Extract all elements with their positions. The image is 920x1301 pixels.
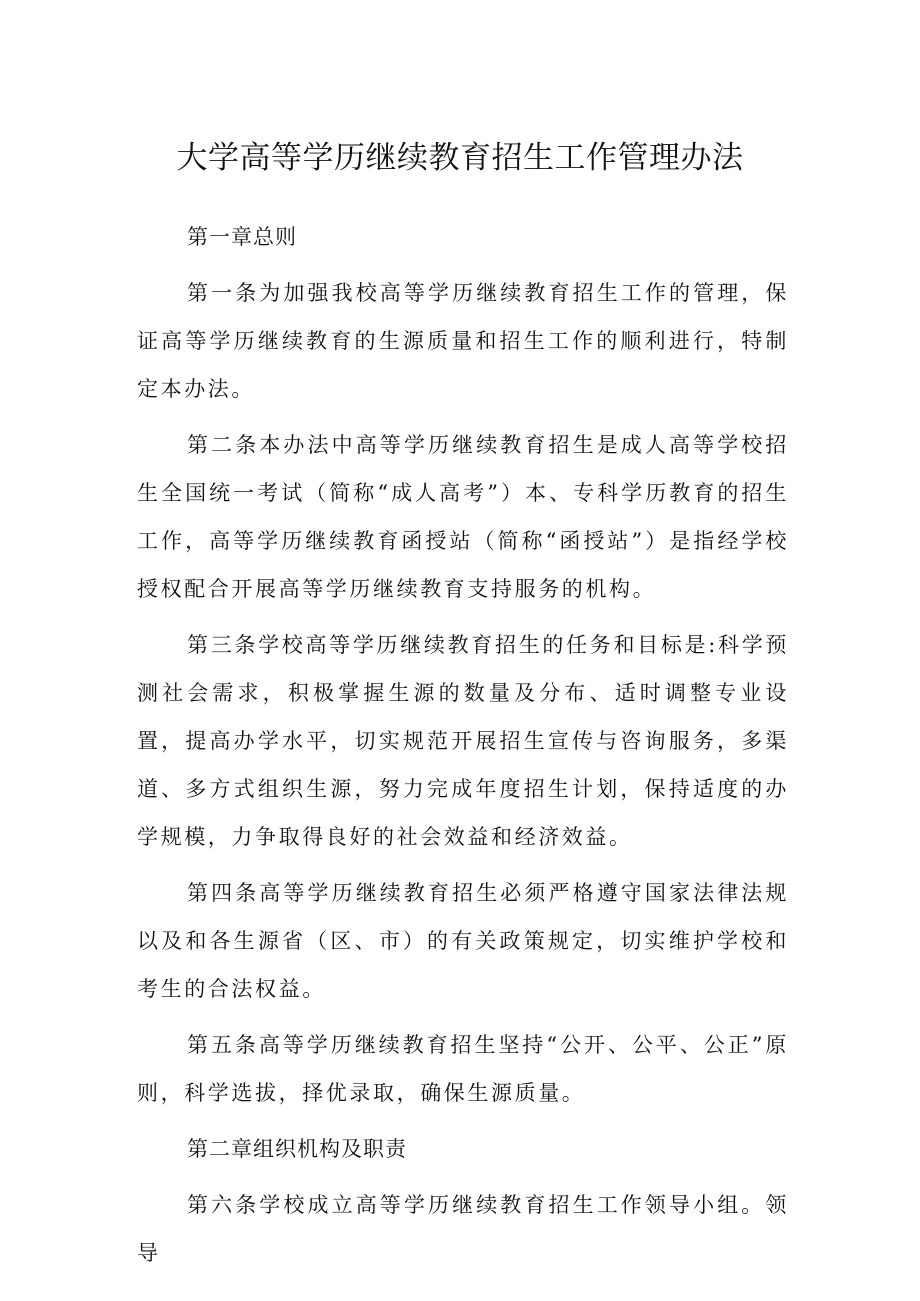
- article-3-paragraph: 第三条学校高等学历继续教育招生的任务和目标是:科学预测社会需求，积极掌握生源的数量及分布、适时调整专业设置，提高办学水平，切实规范开展招生宣传与咨询服务，多渠道、多方式组织生源，努力完成年度招生计划，保持适度的办学规模，力争取得良好的社会效益和经济效益。: [137, 633, 789, 849]
- chapter-1-heading: 第一章总则: [187, 225, 297, 249]
- article-4-paragraph: 第四条高等学历继续教育招生必须严格遵守国家法律法规以及和各生源省（区、市）的有关政策规定，切实维护学校和考生的合法权益。: [137, 881, 789, 1001]
- chapter-2-heading: 第二章组织机构及职责: [187, 1137, 407, 1161]
- article-1-paragraph: 第一条为加强我校高等学历继续教育招生工作的管理，保证高等学历继续教育的生源质量和招生工作的顺利进行，特制定本办法。: [137, 281, 789, 401]
- document-body: [137, 213, 789, 1285]
- article-5-paragraph: 第五条高等学历继续教育招生坚持“公开、公平、公正”原则，科学选拔，择优录取，确保生源质量。: [137, 1033, 789, 1105]
- article-2-paragraph: 第二条本办法中高等学历继续教育招生是成人高等学校招生全国统一考试（简称“成人高考”）本、专科学历教育的招生工作，高等学历继续教育函授站（简称“函授站”）是指经学校授权配合开展高等学历继续教育支持服务的机构。: [137, 433, 789, 601]
- article-6-paragraph: 第六条学校成立高等学历继续教育招生工作领导小组。领导: [137, 1193, 789, 1265]
- document-title: 大学高等学历继续教育招生工作管理办法: [176, 140, 744, 176]
